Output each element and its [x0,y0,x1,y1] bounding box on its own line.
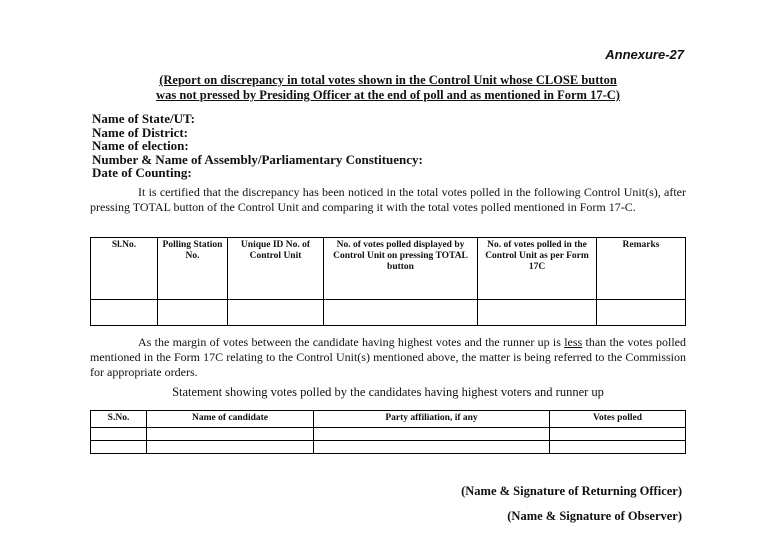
cell [91,441,147,454]
cell [147,428,314,441]
col-unique-id: Unique ID No. of Control Unit [228,238,324,300]
cell [550,441,686,454]
report-heading [90,73,686,103]
field-state: Name of State/UT: [92,111,196,126]
discrepancy-table [90,237,686,326]
margin-text-before: As the margin of votes between the candidate having highest votes and the runner up is [138,335,565,349]
field-district: Name of District: [92,124,189,140]
cell [147,441,314,454]
table-header-row [91,238,686,300]
table-row [91,300,686,326]
certification-text: It is certified that the discrepancy has been noticed in the total votes polled in the following Control Unit(s), after pressing TOTAL button of the Control Unit and comparing it with the total votes polled mentioned in Form 17-C. [90,185,686,214]
cell [91,428,147,441]
returning-officer-signature: (Name & Signature of Returning Officer) [461,484,682,498]
field-counting-date: Date of Counting: [92,165,192,180]
table-header-row [91,411,686,428]
cell [324,300,478,326]
col-polling-station: Polling Station No. [158,238,228,300]
field-list [92,112,423,180]
col-remarks: Remarks [597,238,686,300]
cell [314,441,550,454]
cell [550,428,686,441]
certification-paragraph [90,185,686,215]
table-row [91,428,686,441]
cell [158,300,228,326]
col-party: Party affiliation, if any [314,411,550,428]
cell [314,428,550,441]
observer-signature: (Name & Signature of Observer) [507,509,682,523]
col-candidate-name: Name of candidate [147,411,314,428]
col-s-no: S.No. [91,411,147,428]
cell [228,300,324,326]
candidates-table [90,410,686,454]
cell [91,300,158,326]
col-votes-polled: Votes polled [550,411,686,428]
annexure-label: Annexure-27 [605,47,684,62]
col-votes-form17c: No. of votes polled in the Control Unit as per Form 17C [478,238,597,300]
col-sl-no: Sl.No. [91,238,158,300]
cell [597,300,686,326]
margin-text-after: than the votes polled mentioned in the Form 17C relating to the Control Unit(s) mentioned above, the matter is being referred to the Commission for appropriate orders. [90,335,686,379]
table-row [91,441,686,454]
field-constituency: Number & Name of Assembly/Parliamentary Constituency: [92,151,423,167]
margin-paragraph [90,335,686,380]
heading-line-1: (Report on discrepancy in total votes shown in the Control Unit whose CLOSE button [159,73,617,87]
col-votes-total: No. of votes polled displayed by Control Unit on pressing TOTAL button [324,238,478,300]
cell [478,300,597,326]
heading-line-2: was not pressed by Presiding Officer at the end of poll and as mentioned in Form 17-C) [156,88,620,102]
margin-text-underlined: less [564,335,583,349]
statement-title: Statement showing votes polled by the candidates having highest voters and runner up [172,385,604,399]
field-election: Name of election: [92,138,189,153]
